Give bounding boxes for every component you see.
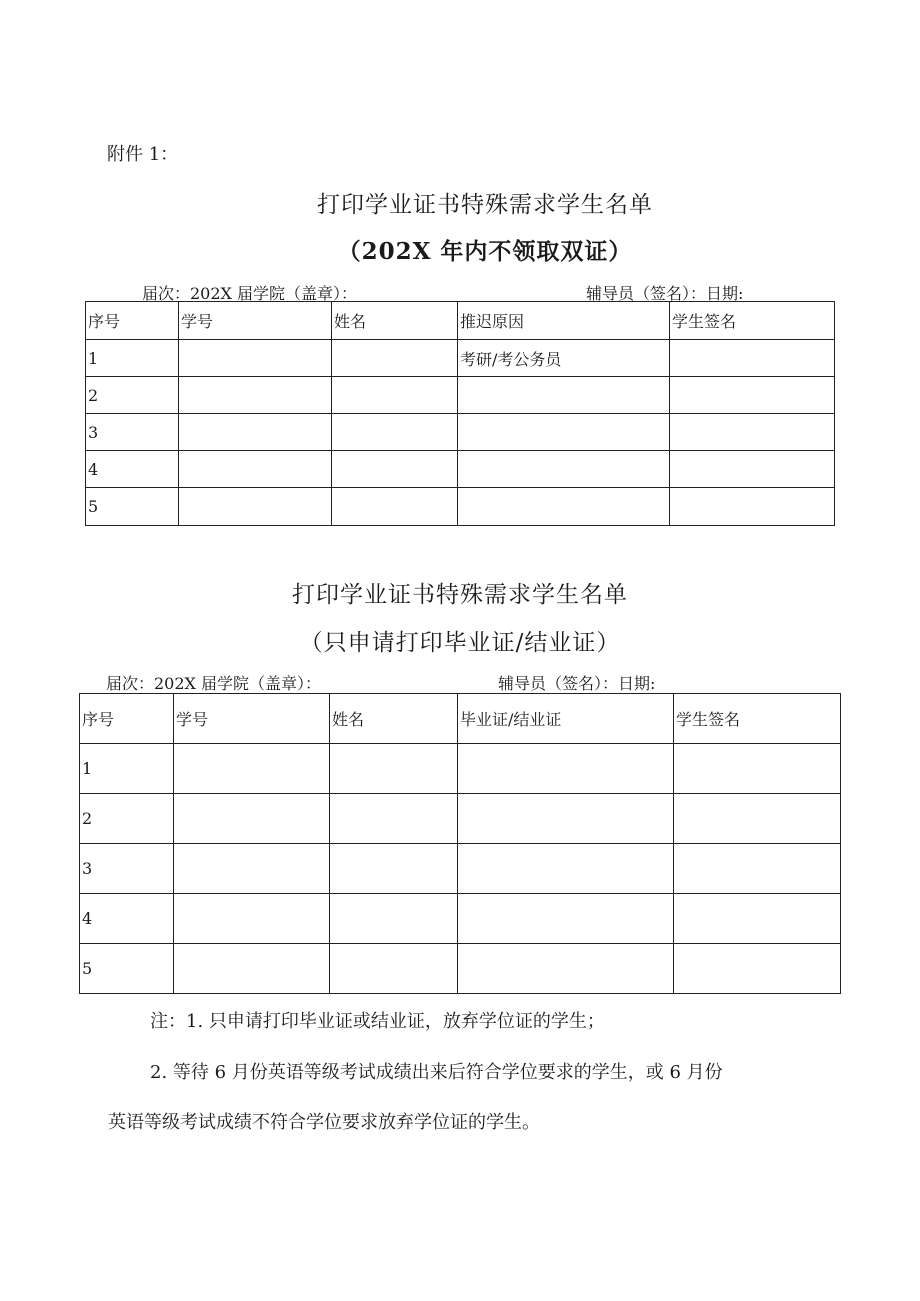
header-cell: 姓名 xyxy=(332,302,458,340)
table-row xyxy=(80,844,841,894)
table-cell xyxy=(330,944,458,994)
table-cell: 5 xyxy=(86,488,179,526)
table-cell xyxy=(179,414,332,451)
table-row xyxy=(80,794,841,844)
table-cell xyxy=(179,488,332,526)
table-cell xyxy=(332,451,458,488)
section2-table xyxy=(79,693,841,994)
table-cell xyxy=(674,794,841,844)
table-cell: 3 xyxy=(86,414,179,451)
table-cell xyxy=(174,744,330,794)
table-cell xyxy=(458,377,670,414)
header-cell: 姓名 xyxy=(330,694,458,744)
table-cell xyxy=(174,894,330,944)
table-cell xyxy=(179,451,332,488)
table-cell xyxy=(670,451,835,488)
table-cell: 4 xyxy=(80,894,174,944)
section2-meta-right: 辅导员（签名）：日期: xyxy=(498,674,656,693)
header-cell: 学号 xyxy=(174,694,330,744)
note-line-2: 2. 等待 6 月份英语等级考试成绩出来后符合学位要求的学生，或 6 月份 xyxy=(150,1062,723,1083)
table-cell xyxy=(332,340,458,377)
header-cell: 序号 xyxy=(86,302,179,340)
table-cell xyxy=(330,744,458,794)
note-line-1: 注：1. 只申请打印毕业证或结业证，放弃学位证的学生； xyxy=(150,1011,605,1032)
table-cell xyxy=(670,377,835,414)
table-row xyxy=(86,488,835,526)
table-cell xyxy=(674,894,841,944)
table-cell xyxy=(458,451,670,488)
table-cell xyxy=(458,414,670,451)
table-row xyxy=(80,894,841,944)
table-cell xyxy=(674,744,841,794)
header-cell: 学生签名 xyxy=(670,302,835,340)
table-cell xyxy=(458,488,670,526)
section1-title: 打印学业证书特殊需求学生名单 xyxy=(317,192,653,218)
table-cell: 1 xyxy=(80,744,174,794)
attachment-label: 附件 1： xyxy=(107,144,179,165)
header-cell: 学号 xyxy=(179,302,332,340)
table-header-row xyxy=(80,694,841,744)
section1-meta-right: 辅导员（签名）：日期: xyxy=(586,284,744,303)
table-cell xyxy=(458,944,674,994)
header-cell: 推迟原因 xyxy=(458,302,670,340)
section1-meta-left: 届次：202X 届学院（盖章）： xyxy=(142,284,358,303)
table-cell: 1 xyxy=(86,340,179,377)
table-cell xyxy=(332,377,458,414)
section2-meta-left: 届次：202X 届学院（盖章）： xyxy=(106,674,322,693)
table-cell xyxy=(458,794,674,844)
note-line-3: 英语等级考试成绩不符合学位要求放弃学位证的学生。 xyxy=(108,1112,540,1133)
table-header-row xyxy=(86,302,835,340)
table-cell xyxy=(330,844,458,894)
table-cell xyxy=(458,844,674,894)
table-cell: 4 xyxy=(86,451,179,488)
table-cell: 3 xyxy=(80,844,174,894)
table-cell xyxy=(330,794,458,844)
table-row xyxy=(86,340,835,377)
table-cell xyxy=(674,944,841,994)
table-row xyxy=(80,744,841,794)
section1-table xyxy=(85,301,835,526)
table-cell xyxy=(670,340,835,377)
table-cell: 2 xyxy=(86,377,179,414)
section2-subtitle: （只申请打印毕业证/结业证） xyxy=(299,630,621,656)
table-cell xyxy=(674,844,841,894)
table-cell xyxy=(174,944,330,994)
table-cell xyxy=(458,894,674,944)
table-cell: 5 xyxy=(80,944,174,994)
table-cell xyxy=(332,414,458,451)
table-cell xyxy=(670,488,835,526)
header-cell: 毕业证/结业证 xyxy=(458,694,674,744)
table-cell xyxy=(670,414,835,451)
header-cell: 学生签名 xyxy=(674,694,841,744)
table-row xyxy=(86,451,835,488)
table-cell: 2 xyxy=(80,794,174,844)
table-row xyxy=(86,414,835,451)
table-cell xyxy=(179,377,332,414)
table-cell xyxy=(179,340,332,377)
table-cell xyxy=(174,794,330,844)
table-cell: 考研/考公务员 xyxy=(458,340,670,377)
table-cell xyxy=(332,488,458,526)
section1-subtitle: （202X 年内不领取双证） xyxy=(337,238,633,265)
table-cell xyxy=(458,744,674,794)
table-row xyxy=(80,944,841,994)
section2-title: 打印学业证书特殊需求学生名单 xyxy=(292,582,628,608)
table-cell xyxy=(330,894,458,944)
table-cell xyxy=(174,844,330,894)
header-cell: 序号 xyxy=(80,694,174,744)
table-row xyxy=(86,377,835,414)
